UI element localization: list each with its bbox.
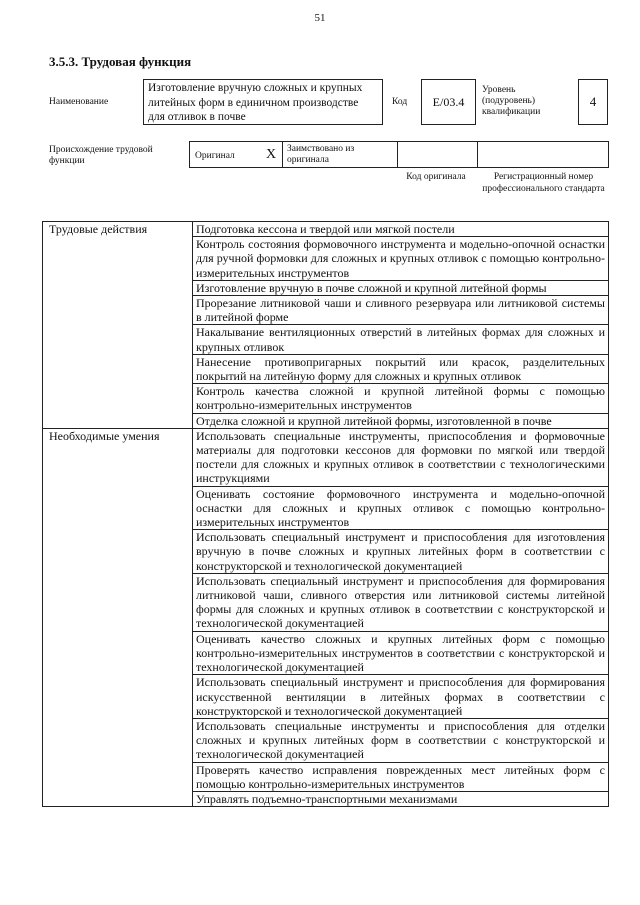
labor-action-item: Нанесение противопригарных покрытий или красок, разделительных покрытий на литейную форму для сложных и крупных отливок [193, 354, 609, 383]
labor-action-item: Прорезание литниковой чаши и сливного резервуара или литниковой системы в литейной форме [193, 296, 609, 325]
level-label: Уровень (подуровень) квалификации [482, 85, 541, 117]
skill-item: Использовать специальный инструмент и приспособления для формирования искусственной вентиляции в литейных формах в соответствии с конструкторской и технологической документацией [193, 675, 609, 719]
labor-action-item: Накалывание вентиляционных отверстий в литейных формах для сложных и крупных отливок [193, 325, 609, 354]
original-label: Оригинал [195, 151, 235, 161]
page-number: 51 [314, 12, 326, 24]
skill-item: Использовать специальные инструменты и приспособления для отделки сложных и крупных литейных форм в соответствии с конструкторской и технологической документацией [193, 718, 609, 762]
skill-item: Использовать специальные инструменты, приспособления и формовочные материалы для подготовки кессонов для формовки по мягкой или твердой постели для сложных и крупных отливок в соответствии с технологическими инструкциями [193, 428, 609, 486]
code-label: Код [392, 97, 408, 107]
function-code-box: E/03.4 [421, 79, 476, 125]
labor-action-item: Контроль состояния формовочного инструмента и модельно-опочной оснастки для ручной формовки для сложных и крупных отливок с помощью контрольно-измерительных инструментов [193, 237, 609, 281]
skills-label: Необходимые умения [43, 428, 193, 806]
labor-action-item: Изготовление вручную в почве сложной и крупной литейной формы [193, 280, 609, 295]
skill-item: Оценивать качество сложных и крупных литейных форм с помощью контрольно-измерительных инструментов в соответствии с конструкторской и технологической документацией [193, 631, 609, 675]
origin-row [189, 141, 609, 168]
code-original-label: Код оригинала [406, 172, 466, 182]
reg-number-label: Регистрационный номер профессионального стандарта [482, 172, 605, 194]
function-table [42, 221, 609, 807]
skill-item: Проверять качество исправления поврежденных мест литейных форм с помощью контрольно-измерительных инструментов [193, 762, 609, 791]
labor-actions-label: Трудовые действия [43, 222, 193, 429]
skill-item: Использовать специальный инструмент и приспособления для изготовления вручную в почве сложных и крупных литейных форм в соответствии с конструкторской и технологической документацией [193, 530, 609, 574]
borrowed-label: Заимствовано из оригинала [287, 144, 355, 165]
labor-action-item: Контроль качества сложной и крупной литейной формы с помощью контрольно-измерительных инструментов [193, 384, 609, 413]
skill-item: Использовать специальный инструмент и приспособления для формирования литниковой чаши, сливного отверстия или литниковой системы литейной формы для сложных и крупных отливок в соответствии с конструкторской и технологической документацией [193, 573, 609, 631]
table-row [43, 428, 609, 486]
name-label: Наименование [49, 97, 109, 107]
section-title: 3.5.3. Трудовая функция [49, 54, 192, 69]
qualification-level-box: 4 [578, 79, 608, 125]
origin-divider [477, 142, 478, 167]
labor-action-item: Отделка сложной и крупной литейной формы, изготовленной в почве [193, 413, 609, 428]
origin-divider [282, 142, 283, 167]
skill-item: Управлять подъемно-транспортными механизмами [193, 791, 609, 806]
origin-label: Происхождение трудовой функции [49, 145, 153, 166]
function-name-box: Изготовление вручную сложных и крупных литейных форм в единичном производстве для отливок в почве [143, 79, 383, 125]
origin-divider [397, 142, 398, 167]
skill-item: Оценивать состояние формовочного инструмента и модельно-опочной оснастки для сложных и крупных отливок с помощью контрольно-измерительных инструментов [193, 486, 609, 530]
labor-action-item: Подготовка кессона и твердой или мягкой постели [193, 222, 609, 237]
original-mark: X [266, 147, 277, 162]
table-row [43, 222, 609, 237]
